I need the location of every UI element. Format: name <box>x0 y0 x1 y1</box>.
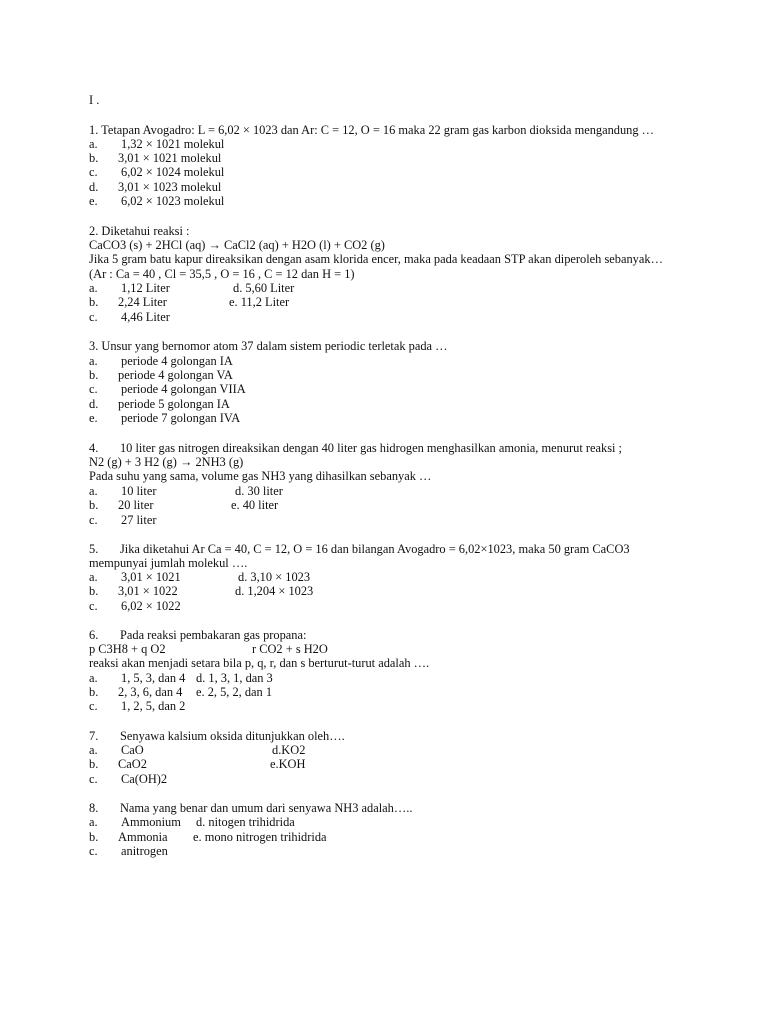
question-8-option-c-text: anitrogen <box>121 844 168 858</box>
question-3-option-d-text: periode 5 golongan IA <box>118 397 230 411</box>
question-3-option-b-letter: b. <box>89 368 99 382</box>
question-4-stem-line-1: 4. 10 liter gas nitrogen direaksikan dengan 40 liter gas hidrogen menghasilkan amonia, menurut reaksi ; <box>89 441 623 455</box>
question-4-option-a-text: 10 liter <box>121 484 157 498</box>
question-8-option-b-letter: b. <box>89 830 99 844</box>
question-1-option-b-letter: b. <box>89 151 99 165</box>
question-5-option-d-text: d. 3,10 × 1023 <box>238 570 311 584</box>
question-6-stem-line-1: 6. Pada reaksi pembakaran gas propana: <box>89 628 307 642</box>
question-3-option-c-letter: c. <box>89 382 98 396</box>
question-5-stem-line-1: 5. Jika diketahui Ar Ca = 40, C = 12, O = 16 dan bilangan Avogadro = 6,02×1023, maka 50 gram CaCO3 <box>89 542 630 556</box>
question-1-option-e-letter: e. <box>89 194 98 208</box>
question-8-option-a-text: Ammonium <box>121 815 181 829</box>
question-3-option-c-text: periode 4 golongan VIIA <box>121 382 246 396</box>
question-2-option-c-letter: c. <box>89 310 98 324</box>
question-7-option-a-letter: a. <box>89 743 98 757</box>
question-6-option-b-letter: b. <box>89 685 99 699</box>
question-6-option-c-letter: c. <box>89 699 98 713</box>
question-1-option-d-letter: d. <box>89 180 99 194</box>
question-7-option-b-text: CaO2 <box>118 757 147 771</box>
question-3-option-b-text: periode 4 golongan VA <box>118 368 233 382</box>
question-4-option-a-letter: a. <box>89 484 98 498</box>
question-6-stem-line-2-products: r CO2 + s H2O <box>252 642 328 656</box>
question-4-option-e-text: e. 40 liter <box>231 498 279 512</box>
question-4-option-b-letter: b. <box>89 498 99 512</box>
question-1-option-c-letter: c. <box>89 165 98 179</box>
question-5-option-b-letter: b. <box>89 584 99 598</box>
question-4-stem-line-3: Pada suhu yang sama, volume gas NH3 yang dihasilkan sebanyak … <box>89 469 432 483</box>
question-6-option-d-text: d. 1, 3, 1, dan 3 <box>196 671 273 685</box>
question-2-option-b-letter: b. <box>89 295 99 309</box>
question-8-option-b-text: Ammonia <box>118 830 168 844</box>
question-5-option-a-text: 3,01 × 1021 <box>121 570 181 584</box>
question-2-stem-line-1: 2. Diketahui reaksi : <box>89 224 190 238</box>
question-1-option-c-text: 6,02 × 1024 molekul <box>121 165 225 179</box>
question-1-option-b-text: 3,01 × 1021 molekul <box>118 151 222 165</box>
question-3-stem-line-1: 3. Unsur yang bernomor atom 37 dalam sistem periodic terletak pada … <box>89 339 448 353</box>
question-6-option-b-text: 2, 3, 6, dan 4 <box>118 685 183 699</box>
section-heading: I . <box>89 93 100 107</box>
question-3-option-a-letter: a. <box>89 354 98 368</box>
question-7-option-e-text: e.KOH <box>270 757 306 771</box>
question-8-option-c-letter: c. <box>89 844 98 858</box>
question-8-stem-line-1: 8. Nama yang benar dan umum dari senyawa NH3 adalah….. <box>89 801 413 815</box>
question-3-option-e-text: periode 7 golongan IVA <box>121 411 241 425</box>
question-6-option-a-letter: a. <box>89 671 98 685</box>
question-7-stem-line-1: 7. Senyawa kalsium oksida ditunjukkan oleh…. <box>89 729 345 743</box>
question-1-option-d-text: 3,01 × 1023 molekul <box>118 180 222 194</box>
question-3-option-a-text: periode 4 golongan IA <box>121 354 233 368</box>
question-3-option-e-letter: e. <box>89 411 98 425</box>
question-2-option-a-text: 1,12 Liter <box>121 281 170 295</box>
question-7-option-b-letter: b. <box>89 757 99 771</box>
question-7-option-c-text: Ca(OH)2 <box>121 772 168 786</box>
question-8-option-e-text: e. mono nitrogen trihidrida <box>193 830 327 844</box>
question-5-option-c-text: 6,02 × 1022 <box>121 599 181 613</box>
question-4-option-c-letter: c. <box>89 513 98 527</box>
question-3-option-d-letter: d. <box>89 397 99 411</box>
question-4-option-b-text: 20 liter <box>118 498 154 512</box>
question-8-option-a-letter: a. <box>89 815 98 829</box>
question-6-option-e-text: e. 2, 5, 2, dan 1 <box>196 685 273 699</box>
question-6-option-a-text: 1, 5, 3, dan 4 <box>121 671 186 685</box>
question-2-option-c-text: 4,46 Liter <box>121 310 170 324</box>
question-7-option-d-text: d.KO2 <box>272 743 306 757</box>
question-7-option-a-text: CaO <box>121 743 144 757</box>
question-7-option-c-letter: c. <box>89 772 98 786</box>
question-4-option-d-text: d. 30 liter <box>235 484 283 498</box>
question-1-option-a-text: 1,32 × 1021 molekul <box>121 137 225 151</box>
question-8-option-d-text: d. nitogen trihidrida <box>196 815 295 829</box>
question-5-option-d2-text: d. 1,204 × 1023 <box>235 584 314 598</box>
question-1-option-e-text: 6,02 × 1023 molekul <box>121 194 225 208</box>
question-5-option-c-letter: c. <box>89 599 98 613</box>
question-5-stem-line-2: mempunyai jumlah molekul …. <box>89 556 248 570</box>
question-1-stem-line-1: 1. Tetapan Avogadro: L = 6,02 × 1023 dan Ar: C = 12, O = 16 maka 22 gram gas karbon dioksida mengandung … <box>89 123 655 137</box>
question-2-option-a-letter: a. <box>89 281 98 295</box>
question-6-option-c-text: 1, 2, 5, dan 2 <box>121 699 186 713</box>
question-5-option-b-text: 3,01 × 1022 <box>118 584 178 598</box>
question-2-stem-line-2: CaCO3 (s) + 2HCl (aq) → CaCl2 (aq) + H2O (l) + CO2 (g) <box>89 238 385 252</box>
question-2-option-b-text: 2,24 Liter <box>118 295 167 309</box>
question-1-option-a-letter: a. <box>89 137 98 151</box>
question-2-stem-line-3: Jika 5 gram batu kapur direaksikan dengan asam klorida encer, maka pada keadaan STP akan diperoleh sebanyak… <box>89 252 663 266</box>
question-6-stem-line-2: p C3H8 + q O2 <box>89 642 166 656</box>
question-6-stem-line-3: reaksi akan menjadi setara bila p, q, r, dan s berturut-turut adalah …. <box>89 656 430 670</box>
question-5-option-a-letter: a. <box>89 570 98 584</box>
question-2-option-e-text: e. 11,2 Liter <box>229 295 290 309</box>
question-2-stem-line-4: (Ar : Ca = 40 , Cl = 35,5 , O = 16 , C = 12 dan H = 1) <box>89 267 355 281</box>
question-2-option-d-text: d. 5,60 Liter <box>233 281 295 295</box>
question-4-stem-line-2: N2 (g) + 3 H2 (g) → 2NH3 (g) <box>89 455 244 469</box>
question-4-option-c-text: 27 liter <box>121 513 157 527</box>
